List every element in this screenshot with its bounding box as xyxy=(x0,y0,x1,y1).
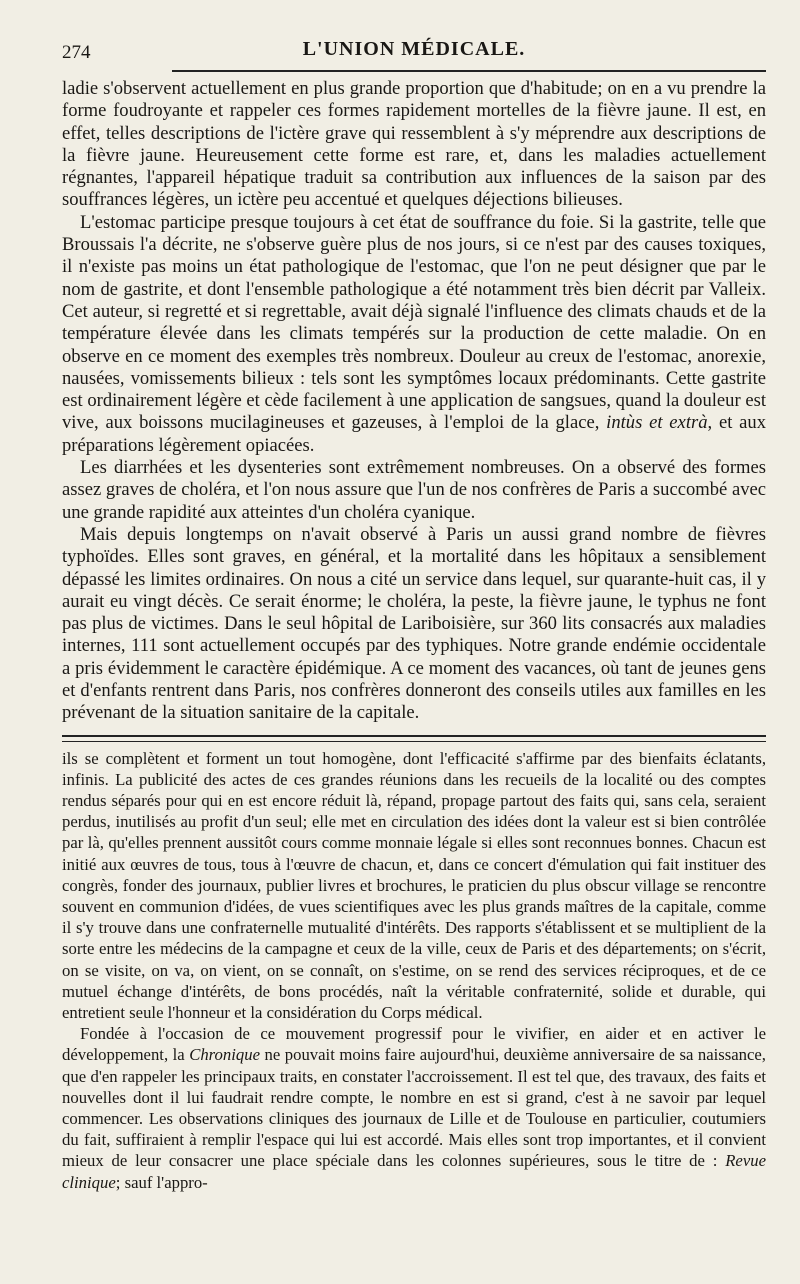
header-rule xyxy=(172,70,766,72)
running-head xyxy=(62,34,766,64)
paragraph-text: , et aux préparations légèrement opiacées. xyxy=(62,412,766,456)
paragraph-text: L'estomac participe presque toujours à cet état de souffrance du foie. Si la gastrite, telle que Broussais l'a décrite, ne s'observe guère plus de nos jours, si ce n'est par des causes toxiques, il n'existe pas moins un état pathologique de l'estomac, que l'on ne peut désigner que par le nom de gastrite, et dont l'ensemble pathologique a été notamment très bien décrit par Valleix. Cet auteur, si regretté et si regrettable, avait déjà signalé l'influence des climats chauds et de la température élevée dans les climats tempérés sur la production de cette maladie. On en observe en ce moment des exemples très nombreux. Douleur au creux de l'estomac, anorexie, nausées, vomissements bilieux : tels sont les symptômes locaux prédominants. Cette gastrite est ordinairement légère et cède facilement à une application de sangsues, quand la douleur est vive, aux boissons mucilagineuses et gazeuses, à l'emploi de la glace, xyxy=(62,211,766,434)
paragraph xyxy=(62,748,766,1024)
feuilleton-column xyxy=(62,748,766,1193)
paragraph-text: ; sauf l'appro- xyxy=(115,1172,208,1192)
paragraph xyxy=(62,212,766,457)
paragraph-text: ladie s'observent actuellement en plus grande proportion que d'habitude; on en a vu prendre la forme foudroyante et rappeler ces formes rapidement mortelles de la fièvre jaune. Il est, en effet, telles descriptions de l'ictère grave qui ressemblent à s'y méprendre aux descriptions de la fièvre jaune. Heureusement cette forme est rare, et, dans les maladies actuellement régnantes, l'appareil hépatique traduit sa contribution aux influences de la saison par des souffrances légères, un ictère peu accentué et quelques déjections bilieuses. xyxy=(62,78,766,211)
paragraph-text: ils se complètent et forment un tout homogène, dont l'efficacité s'affirme par des bienfaits éclatants, infinis. La publicité des actes de ces grandes réunions dans les recueils de la localité ou des comptes rendus séparés pour qui en est encore réduit là, répand, propage partout des faits qui, sans cela, seraient perdus, inutilisés au profit d'un seul; elle met en circulation des idées dont la valeur est si bien contrôlée par là, qu'elles prennent aussitôt cours comme monnaie légale si elles sont reconnues bonnes. Chacun est initié aux œuvres de tous, tous à l'œuvre de chacun, et, dans ce concert d'émulation qui fait instituer des congrès, fonder des journaux, publier livres et brochures, le praticien du plus obscur village se rencontre souvent en communion d'idées, de vues scientifiques avec les plus grands maîtres de la capitale, comme il s'y trouve dans une confraternelle mutualité d'intérêts. Des rapports s'établissent et se multiplient de la sorte entre les médecins de la campagne et ceux de la ville, ceux de Paris et des départements; on s'écrit, on se visite, on va, on vient, on se connaît, on s'estime, on se rend des services réciproques, et de ce mutuel échange d'intérêts, de bons procédés, naît la véritable confraternité, solide et durable, qui entretient seule l'honneur et la considération du Corps médical. xyxy=(62,748,766,1023)
italic-text: Revue clinique xyxy=(62,1151,766,1192)
page-number: 274 xyxy=(62,42,91,63)
paragraph-text: Les diarrhées et les dysenteries sont extrêmement nombreuses. On a observé des formes assez graves de choléra, et l'on nous assure que l'un de nos confrères de Paris a succombé avec une grande rapidité aux atteintes d'un choléra cyanique. xyxy=(62,457,766,523)
paragraph xyxy=(62,1023,766,1193)
paragraph xyxy=(62,457,766,524)
page xyxy=(62,34,766,1193)
paragraph xyxy=(62,524,766,725)
italic-text: Chronique xyxy=(189,1045,260,1065)
paragraph xyxy=(62,78,766,212)
journal-title: L'UNION MÉDICALE. xyxy=(302,38,526,60)
paragraph-text: ne pouvait moins faire aujourd'hui, deuxième anniversaire de sa naissance, que d'en rappeler les principaux traits, en constater l'accroissement. Il est tel que, des travaux, des faits et nouvelles dont il lui faudrait rendre compte, le nombre en est si grand, c'est à ne savoir par lequel commencer. Les observations cliniques des journaux de Lille et de Toulouse en particulier, coutumiers du fait, suffiraient à remplir l'espace qui lui est accordé. Mais elles sont trop importantes, et il convient mieux de leur consacrer une place spéciale dans les colonnes supérieures, sous le titre de : xyxy=(62,1045,766,1171)
paragraph-text: Fondée à l'occasion de ce mouvement progressif pour le vivifier, en aider et en activer le développement, la xyxy=(62,1024,766,1065)
section-divider xyxy=(62,735,766,742)
paragraph-text: Mais depuis longtemps on n'avait observé à Paris un aussi grand nombre de fièvres typhoïdes. Elles sont graves, en général, et la mortalité dans les hôpitaux a sensiblement dépassé les limites ordinaires. On nous a cité un service dans lequel, sur quarante-huit cas, il y aurait eu vingt décès. Ce serait énorme; le choléra, la peste, la fièvre jaune, le typhus ne font pas plus de victimes. Dans le seul hôpital de Lariboisière, sur 360 lits consacrés aux maladies internes, 111 sont actuellement occupés par des typhiques. Notre grande endémie occidentale a pris évidemment le caractère épidémique. A ce moment des vacances, où tant de jeunes gens et d'enfants rentrent dans Paris, nos confrères donneront des conseils utiles aux familles en les prévenant de la situation sanitaire de la capitale. xyxy=(62,523,766,724)
main-article xyxy=(62,78,766,725)
italic-text: intùs et extrà xyxy=(606,412,708,434)
